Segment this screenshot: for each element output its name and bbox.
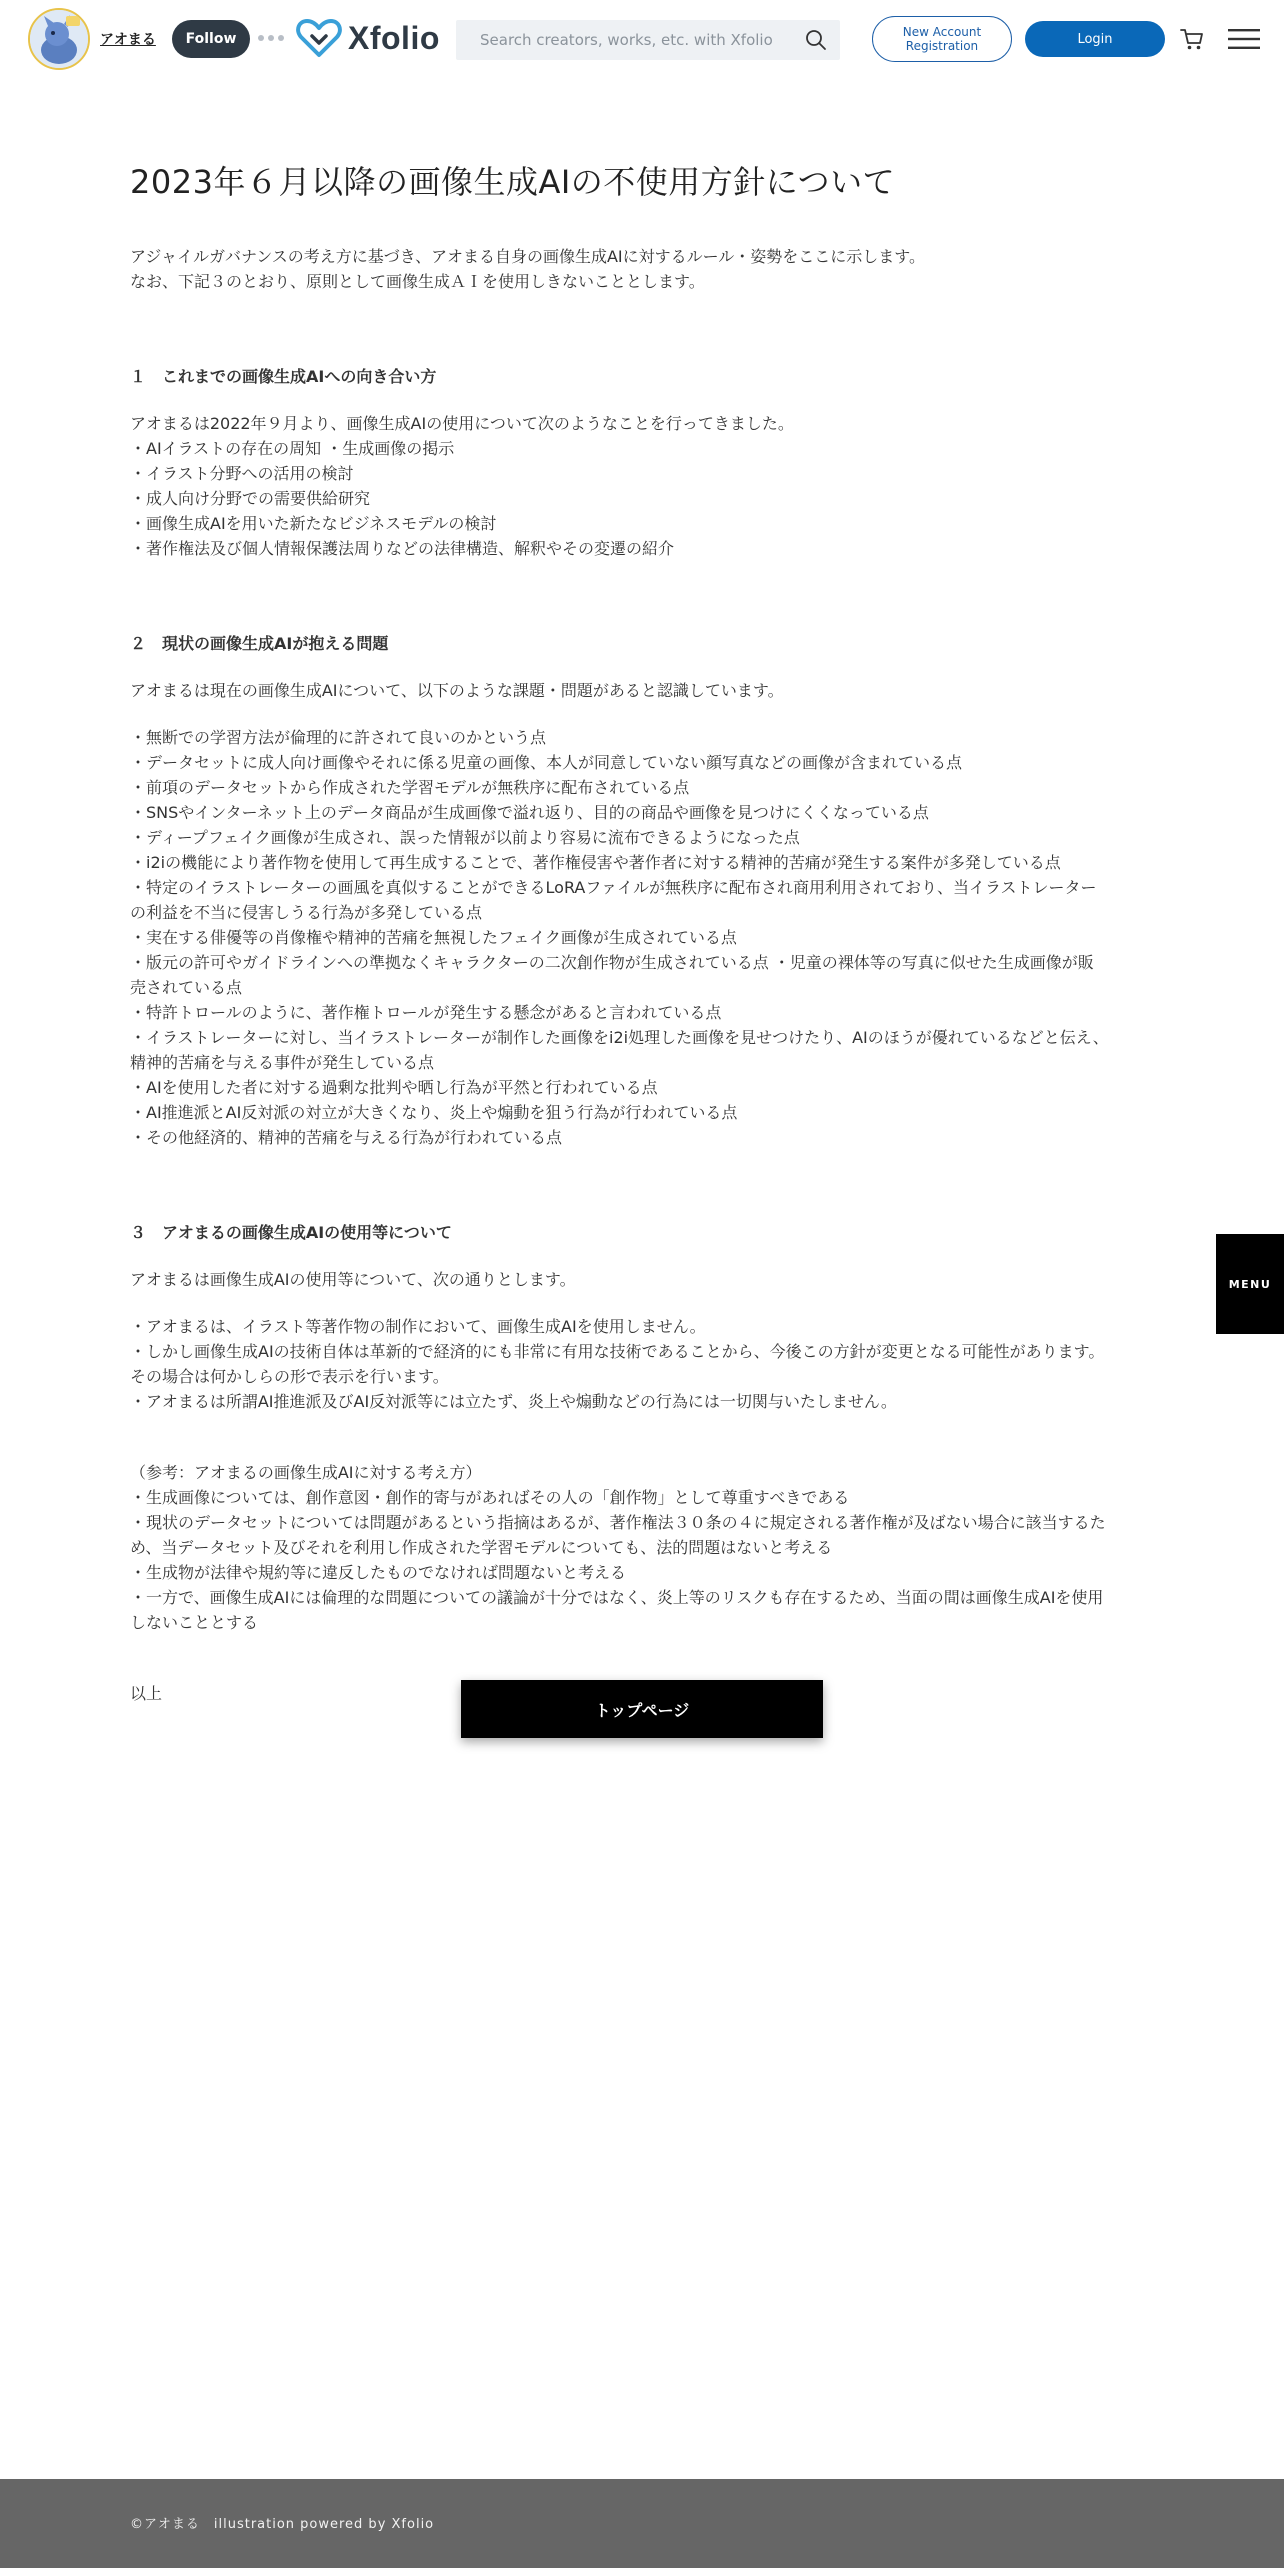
list-item: ・AIイラストの存在の周知 ・生成画像の掲示 [130, 439, 455, 458]
list-item: ・著作権法及び個人情報保護法周りなどの法律構造、解釈やその変遷の紹介 [130, 539, 675, 558]
site-header [0, 0, 1284, 80]
closing-text: 以上 [130, 1684, 163, 1703]
section1-lead: アオまるは2022年９月より、画像生成AIの使用について次のようなことを行ってきました。 [130, 414, 794, 433]
intro-paragraph [130, 244, 1154, 294]
list-item: ・生成物が法律や規約等に違反したものでなければ問題ないと考える [130, 1563, 627, 1582]
list-item: ・イラスト分野への活用の検討 [130, 464, 354, 483]
section3-list [130, 1314, 1154, 1414]
intro-line: アジャイルガバナンスの考え方に基づき、アオまる自身の画像生成AIに対するルール・姿勢をここに示します。 [130, 247, 926, 266]
heart-logo-icon [296, 18, 342, 58]
avatar-illustration-icon [30, 10, 88, 68]
login-button[interactable]: Login [1025, 21, 1165, 57]
footer-copyright: ©アオまる illustration powered by Xfolio [130, 2517, 435, 2532]
list-item: ・その他経済的、精神的苦痛を与える行為が行われている点 [130, 1128, 563, 1147]
list-item: ・前項のデータセットから作成された学習モデルが無秩序に配布されている点 [130, 778, 690, 797]
xfolio-logo[interactable] [296, 18, 440, 58]
list-item: ・画像生成AIを用いた新たなビジネスモデルの検討 [130, 514, 497, 533]
list-item: しないこととする [130, 1613, 259, 1632]
top-page-button[interactable]: トップページ [461, 1680, 823, 1738]
follow-button[interactable]: Follow [172, 20, 250, 58]
list-item: ・生成画像については、創作意図・創作的寄与があればその人の「創作物」として尊重すべきである [130, 1488, 850, 1507]
cart-icon[interactable] [1179, 26, 1205, 52]
intro-line: なお、下記３のとおり、原則として画像生成ＡＩを使用しきないこととします。 [130, 272, 705, 291]
list-item: ・i2iの機能により著作物を使用して再生成することで、著作権侵害や著作者に対する精神的苦痛が発生する案件が多発している点 [130, 853, 1061, 872]
list-item: ・成人向け分野での需要供給研究 [130, 489, 371, 508]
list-item: ・データセットに成人向け画像やそれに係る児童の画像、本人が同意していない顔写真などの画像が含まれている点 [130, 753, 963, 772]
separator-dots-icon [258, 35, 284, 41]
list-item: 精神的苦痛を与える事件が発生している点 [130, 1053, 435, 1072]
hamburger-menu-icon[interactable] [1228, 28, 1260, 50]
list-item: ・AI推進派とAI反対派の対立が大きくなり、炎上や煽動を狙う行為が行われている点 [130, 1103, 738, 1122]
list-item: ・無断での学習方法が倫理的に許されて良いのかという点 [130, 728, 547, 747]
section2-lead: アオまるは現在の画像生成AIについて、以下のような課題・問題があると認識しています。 [130, 681, 784, 700]
list-item: ・アオまるは、イラスト等著作物の制作において、画像生成AIを使用しません。 [130, 1317, 706, 1336]
section1-body [130, 411, 1154, 561]
list-item: ・AIを使用した者に対する過剰な批判や晒し行為が平然と行われている点 [130, 1078, 658, 1097]
section3-heading: ３ アオまるの画像生成AIの使用等について [130, 1223, 452, 1242]
reference-heading: （参考：アオまるの画像生成AIに対する考え方） [130, 1463, 482, 1482]
creator-name-link[interactable]: アオまる [100, 32, 156, 48]
new-account-registration-button[interactable]: New Account Registration [872, 16, 1012, 62]
search-input[interactable] [478, 30, 804, 50]
section1-heading: １ これまでの画像生成AIへの向き合い方 [130, 367, 437, 386]
site-footer [0, 2479, 1284, 2568]
search-icon[interactable] [804, 28, 828, 52]
side-menu-button[interactable]: MENU [1216, 1234, 1284, 1334]
list-item: の利益を不当に侵害しうる行為が多発している点 [130, 903, 483, 922]
list-item: ・特定のイラストレーターの画風を真似することができるLoRAファイルが無秩序に配布され商用利用されており、当イラストレーター [130, 878, 1097, 897]
list-item: ・特許トロールのように、著作権トロールが発生する懸念があると言われている点 [130, 1003, 722, 1022]
policy-article [130, 160, 1154, 1706]
section3-lead: アオまるは画像生成AIの使用等について、次の通りとします。 [130, 1270, 576, 1289]
list-item: 売されている点 [130, 978, 243, 997]
section2-list [130, 725, 1154, 1150]
list-item: め、当データセット及びそれを利用し作成された学習モデルについても、法的問題はないと考える [130, 1538, 833, 1557]
list-item: ・実在する俳優等の肖像権や精神的苦痛を無視したフェイク画像が生成されている点 [130, 928, 737, 947]
search-bar [456, 20, 840, 60]
list-item: ・イラストレーターに対し、当イラストレーターが制作した画像をi2i処理した画像を見せつけたり、AIのほうが優れているなどと伝え、 [130, 1028, 1109, 1047]
reference-block [130, 1460, 1154, 1635]
list-item: ・版元の許可やガイドラインへの準拠なくキャラクターの二次創作物が生成されている点 ・児童の裸体等の写真に似せた生成画像が販 [130, 953, 1094, 972]
list-item: ・SNSやインターネット上のデータ商品が生成画像で溢れ返り、目的の商品や画像を見つけにくくなっている点 [130, 803, 929, 822]
list-item: ・現状のデータセットについては問題があるという指摘はあるが、著作権法３０条の４に規定される著作権が及ばない場合に該当するた [130, 1513, 1106, 1532]
page-title: 2023年６月以降の画像生成AIの不使用方針について [130, 163, 896, 201]
section2-heading: ２ 現状の画像生成AIが抱える問題 [130, 634, 389, 653]
list-item: ・しかし画像生成AIの技術自体は革新的で経済的にも非常に有用な技術であることから、今後この方針が変更となる可能性があります。 [130, 1342, 1105, 1361]
logo-text: Xfolio [348, 19, 440, 56]
list-item: ・ディープフェイク画像が生成され、誤った情報が以前より容易に流布できるようになった点 [130, 828, 800, 847]
list-item: その場合は何かしらの形で表示を行います。 [130, 1367, 449, 1386]
list-item: ・アオまるは所謂AI推進派及びAI反対派等には立たず、炎上や煽動などの行為には一切関与いたしません。 [130, 1392, 897, 1411]
list-item: ・一方で、画像生成AIには倫理的な問題についての議論が十分ではなく、炎上等のリスクも存在するため、当面の間は画像生成AIを使用 [130, 1588, 1104, 1607]
creator-avatar[interactable] [28, 8, 90, 70]
